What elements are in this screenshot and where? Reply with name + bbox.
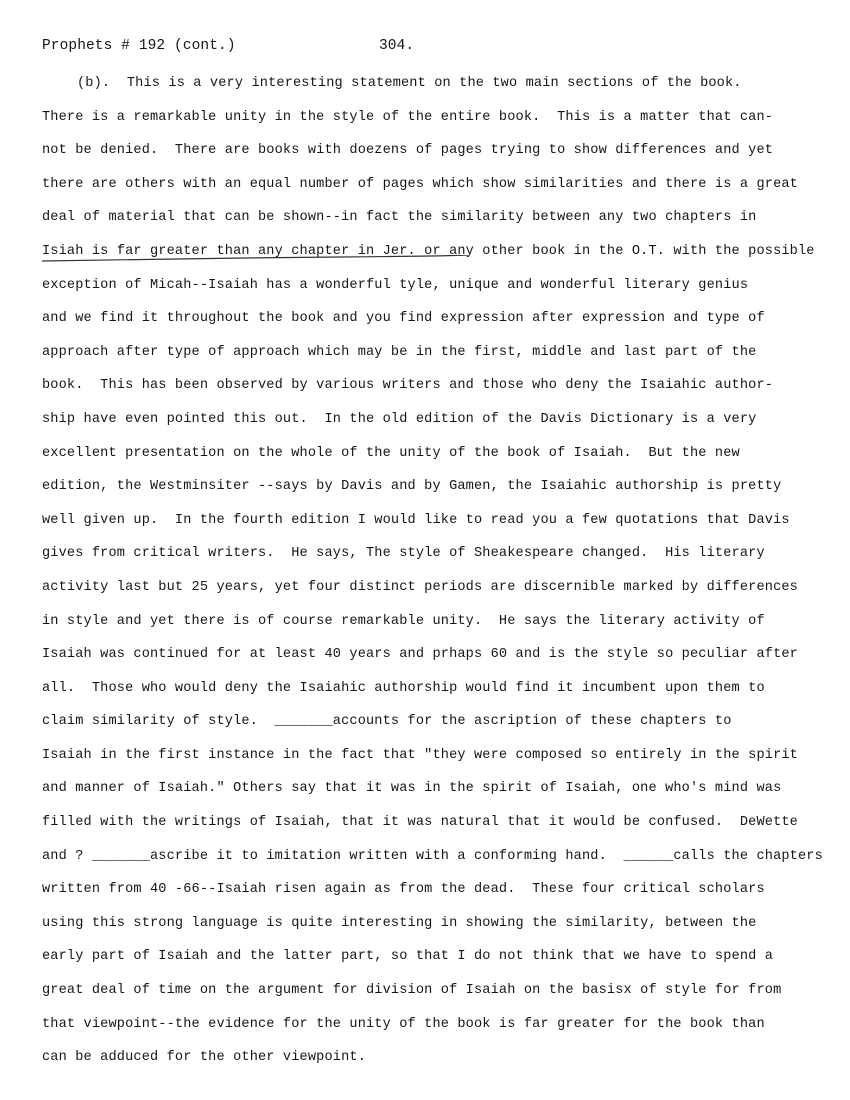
text-line: using this strong language is quite interesting in showing the similarity, between the — [42, 915, 757, 931]
text-line: approach after type of approach which may be in the first, middle and last part of the — [42, 344, 757, 360]
text-line: and ? _______ascribe it to imitation written with a conforming hand. ______calls the chapters — [42, 848, 823, 864]
text-line: activity last but 25 years, yet four distinct periods are discernible marked by differences — [42, 579, 798, 595]
text-line: great deal of time on the argument for division of Isaiah on the basisx of style for from — [42, 983, 782, 999]
text-line: Isaiah was continued for at least 40 years and prhaps 60 and is the style so peculiar after — [42, 647, 798, 663]
text-line: book. This has been observed by various writers and those who deny the Isaiahic author- — [42, 378, 774, 394]
text-line: and manner of Isaiah." Others say that it was in the spirit of Isaiah, one who's mind was — [42, 781, 782, 797]
text-line: filled with the writings of Isaiah, that it was natural that it would be confused. DeWette — [42, 815, 798, 831]
text-line: gives from critical writers. He says, The style of Sheakespeare changed. His literary — [42, 546, 765, 562]
text-line: Isiah is far greater than any chapter in Jer. or any other book in the O.T. with the possible — [42, 243, 815, 259]
text-line: edition, the Westminsiter --says by Davis and by Gamen, the Isaiahic authorship is pretty — [42, 479, 782, 495]
text-line: not be denied. There are books with doezens of pages trying to show differences and yet — [42, 143, 774, 159]
text-line: early part of Isaiah and the latter part, so that I do not think that we have to spend a — [42, 949, 774, 965]
text-line: (b). This is a very interesting statement on the two main sections of the book. — [77, 76, 742, 91]
page-number: 304. — [379, 38, 415, 54]
text-line: and we find it throughout the book and you find expression after expression and type of — [42, 311, 765, 327]
text-line: ship have even pointed this out. In the old edition of the Davis Dictionary is a very — [42, 411, 757, 427]
text-line: that viewpoint--the evidence for the unity of the book is far greater for the book than — [42, 1016, 765, 1032]
text-line: exception of Micah--Isaiah has a wonderful tyle, unique and wonderful literary genius — [42, 277, 749, 293]
text-line: Isaiah in the first instance in the fact that "they were composed so entirely in the spirit — [42, 747, 798, 763]
text-line: all. Those who would deny the Isaiahic authorship would find it incumbent upon them to — [42, 680, 765, 696]
text-line: well given up. In the fourth edition I would like to read you a few quotations that Davis — [42, 512, 790, 528]
text-line: written from 40 -66--Isaiah risen again as from the dead. These four critical scholars — [42, 882, 765, 898]
page-header — [42, 38, 415, 54]
header-title: Prophets # 192 (cont.) — [42, 38, 236, 54]
text-line: excellent presentation on the whole of the unity of the book of Isaiah. But the new — [42, 445, 740, 461]
text-line: there are others with an equal number of pages which show similarities and there is a great — [42, 176, 798, 192]
text-line: in style and yet there is of course remarkable unity. He says the literary activity of — [42, 613, 765, 629]
body-text — [42, 74, 842, 1082]
text-line: There is a remarkable unity in the style of the entire book. This is a matter that can- — [42, 109, 774, 125]
text-line: deal of material that can be shown--in fact the similarity between any two chapters in — [42, 210, 757, 226]
text-line: can be adduced for the other viewpoint. — [42, 1050, 366, 1066]
text-line: claim similarity of style. _______accounts for the ascription of these chapters to — [42, 714, 732, 730]
